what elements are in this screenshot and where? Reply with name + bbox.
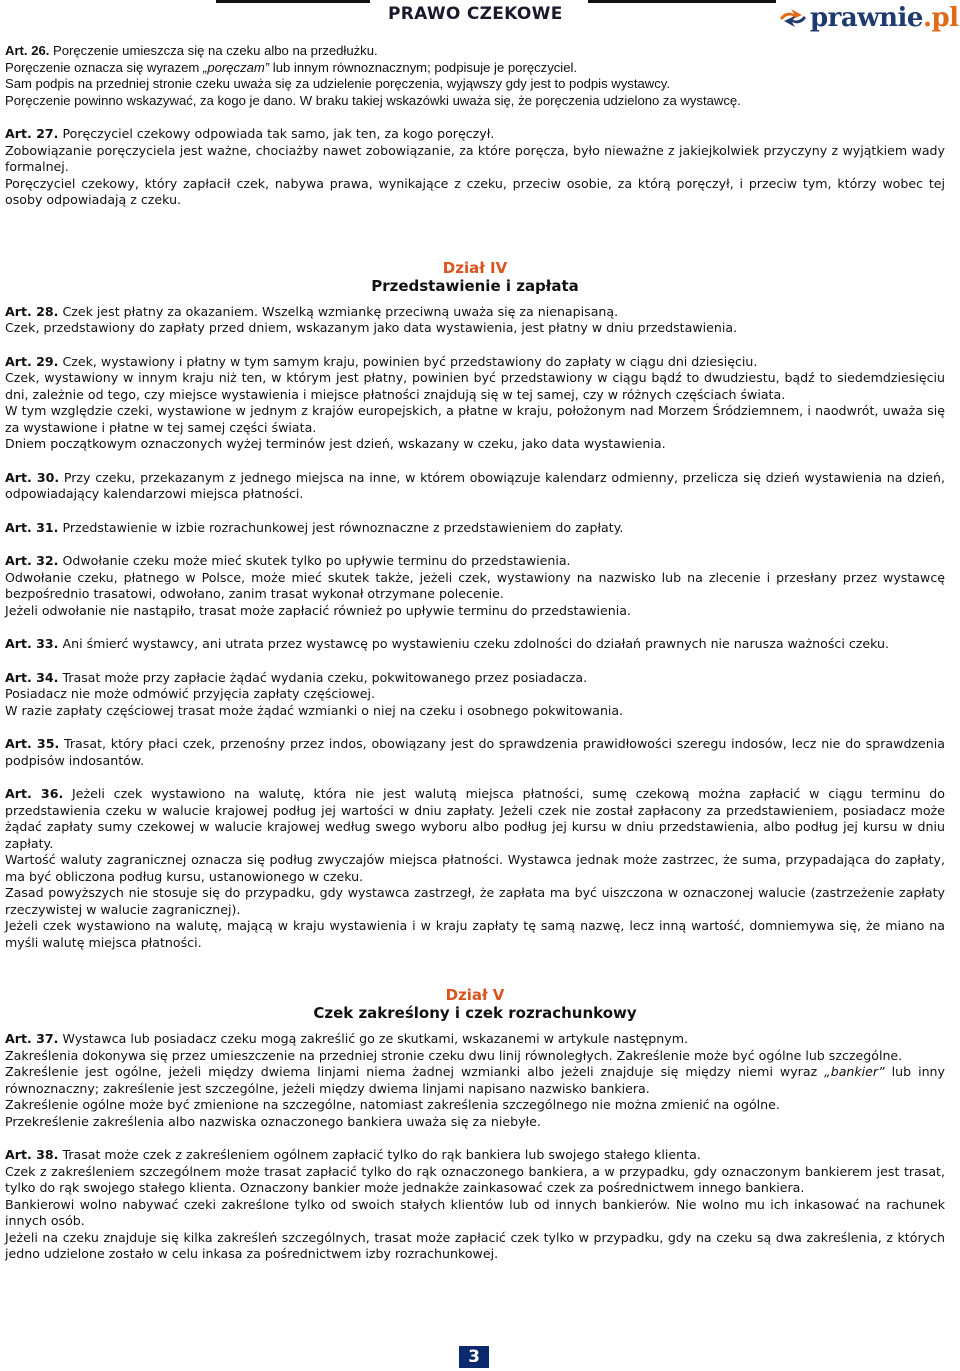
article-text: Odwołanie czeku może mieć skutek tylko po upływie terminu do przedstawienia. [58, 553, 571, 568]
prawnie-logo[interactable] [778, 2, 959, 34]
article-text: Poręczenie umieszcza się na czeku albo na przedłużku. [49, 43, 378, 58]
article-text: Poręczyciel czekowy odpowiada tak samo, jak ten, za kogo poręczył. [58, 126, 495, 141]
article-text: Czek jest płatny za okazaniem. Wszelką wzmiankę przeciwną uważa się za nienapisaną. [58, 303, 619, 319]
article-label: Art. 36. [5, 786, 64, 801]
section-title: Przedstawienie i zapłata [371, 276, 579, 295]
article-text: Trasat może przy zapłacie żądać wydania czeku, pokwitowanego przez posiadacza. [58, 669, 588, 685]
article-37 [5, 1031, 945, 1130]
article-text: Posiadacz nie może odmówić przyjęcia zapłaty częściowej. [5, 686, 376, 701]
article-text: Jeżeli na czeku znajduje się kilka zakreśleń szczególnych, trasat może zapłacić czek tylko w przypadku, gdy na czeku są dwa zakreślenia, z których jedno udzielone zostało w celu inkasa za pośrednictwem izby rozrachunkowej. [5, 1229, 945, 1261]
article-text: Zakreślenie jest ogólne, jeżeli między dwiema linjami niema żadnej wzmianki albo jeżeli znajduje się między niemi wyraz [5, 1064, 825, 1079]
header-rule-right [588, 0, 776, 3]
article-text: Bankierowi wolno nabywać czeki zakreślone tylko od swoich stałych klientów lub od innych bankierów. Nie wolno mu ich inkasować na rachunek innych osób. [5, 1196, 945, 1228]
article-label: Art. 30. [5, 469, 60, 485]
article-label: Art. 34. [5, 669, 59, 685]
article-text: lub innym równoznacznym; podpisuje je poręczyciel. [269, 59, 578, 75]
article-35 [5, 736, 945, 769]
article-label: Art. 27. [5, 126, 59, 141]
section-title: Czek zakreślony i czek rozrachunkowy [313, 1004, 637, 1022]
article-28 [5, 304, 945, 337]
article-label: Art. 37. [5, 1031, 59, 1046]
article-text: Poręczenie powinno wskazywać, za kogo je dano. W braku takiej wskazówki uważa się, że poręczenia udzielono za wystawcę. [5, 92, 741, 108]
article-text: lub inny równoznaczny; zakreślenie jest szczególne, jeżeli między dwiema linjami napisano nazwisko bankiera. [5, 1064, 945, 1096]
section-number: Dział V [445, 986, 505, 1004]
article-text: Przy czeku, przekazanym z jednego miejsca na inne, w którem obowiązuje kalendarz odmienny, przelicza się dzień wystawienia na dzień, odpowiadający kalendarzowi miejsca płatności. [5, 469, 945, 501]
article-label: Art. 32. [5, 553, 59, 568]
article-label: Art. 38. [5, 1147, 59, 1162]
article-quote: „poręczam” [202, 59, 270, 75]
article-text: Wystawca lub posiadacz czeku mogą zakreślić go ze skutkami, wskazanemi w artykule następnym. [58, 1031, 689, 1046]
article-quote: „bankier” [824, 1064, 885, 1079]
article-label: Art. 26. [5, 43, 50, 58]
header-rule-left [216, 0, 370, 3]
article-text: Jeżeli czek wystawiono na walutę, mającą w kraju wystawienia i w kraju zapłaty tę samą nazwę, lecz inną wartość, domniemywa się, że miano na myśli walutę miejsca płatności. [5, 918, 945, 950]
article-text: Zakreślenie ogólne może być zmienione na szczególne, natomiast zakreślenia szczególnego nie można zmienić na ogólne. [5, 1097, 780, 1112]
article-text: Przedstawienie w izbie rozrachunkowej jest równoznaczne z przedstawieniem do zapłaty. [58, 519, 624, 535]
article-text: Wartość waluty zagranicznej oznacza się podług zwyczajów miejsca płatności. Wystawca jednak może zastrzec, że suma, przypadająca do zapłaty, ma być obliczona podług kursu, ustanowionego w czeku. [5, 852, 945, 884]
article-label: Art. 31. [5, 519, 59, 535]
article-text: Sam podpis na przedniej stronie czeku uważa się za udzielenie poręczenia, wyjąwszy gdy jest to podpis wystawcy. [5, 76, 670, 91]
article-label: Art. 35. [5, 736, 60, 751]
logo-wordmark: prawnie.pl [810, 3, 959, 33]
article-34 [5, 670, 945, 720]
logo-arrows-icon [778, 6, 808, 30]
article-text: Czek, wystawiony w innym kraju niż ten, w którym jest płatny, powinien być przedstawiony w ciągu bądź to dwudziestu, bądź to siedemdziesięciu dni, zależnie od tego, czy miejsce wystawienia i miejsce płatności znajdują się w tej samej, czy w różnych częściach świata. [5, 370, 945, 402]
article-text: Trasat, który płaci czek, przenośny przez indos, obowiązany jest do sprawdzenia prawidłowości szeregu indosów, lecz nie do sprawdzenia podpisów indosantów. [5, 736, 945, 768]
article-text: Zasad powyższych nie stosuje się do przypadku, gdy wystawca zastrzegł, że zapłata ma być uiszczona w oznaczonej walucie (zastrzeżenie zapłaty rzeczywistej w walucie zagranicznej). [5, 885, 945, 917]
article-text: Odwołanie czeku, płatnego w Polsce, może mieć skutek także, jeżeli czek, wystawiony na nazwisko lub na zlecenie i przesłany przez wystawcę bezpośrednio trasatowi, odwołano, zanim trasat wykonał otrzymane polecenie. [5, 569, 945, 601]
article-text: W tym względzie czeki, wystawione w jednym z krajów europejskich, a płatne w kraju, położonym nad Morzem Śródziemnem, i naodwrót, uważa się za wystawione i płatne w tej samej części świata. [5, 403, 945, 435]
article-text: Przekreślenie zakreślenia albo nazwiska oznaczonego bankiera uważa się za niebyłe. [5, 1113, 541, 1129]
article-text: Zakreślenia dokonywa się przez umieszczenie na przedniej stronie czeku dwu linij równoległych. Zakreślenie może być ogólne lub szczególne. [5, 1047, 903, 1063]
article-31 [5, 520, 945, 537]
article-text: Jeżeli czek wystawiono na walutę, która nie jest walutą miejsca płatności, sumę czekową można zapłacić w ciągu terminu do przedstawienia czeku w walucie krajowej podług jej wartości w dniu zapłaty. Jeżeli czek nie został zapłacony za przedstawieniem, posiadacz może żądać zapłaty sumy czekowej w walucie krajowej według swego wyboru albo podług jej kursu w dniu przedstawienia, albo podług jej kursu w dniu zapłaty. [5, 786, 945, 851]
article-text: Poręczenie oznacza się wyrazem [5, 59, 203, 75]
page-header-title: PRAWO CZEKOWE [388, 4, 563, 24]
document-body [5, 43, 945, 1263]
article-text: Poręczyciel czekowy, który zapłacił czek, nabywa prawa, wynikające z czeku, przeciw osobie, za którą poręczył, i przeciw tym, którzy wobec tej osoby odpowiadają z czeku. [5, 175, 945, 207]
article-26 [5, 43, 945, 109]
article-label: Art. 33. [5, 636, 59, 651]
article-label: Art. 28. [5, 303, 59, 319]
article-text: Jeżeli odwołanie nie nastąpiło, trasat może zapłacić również po upływie terminu do przedstawienia. [5, 602, 631, 618]
article-text: Zobowiązanie poręczyciela jest ważne, chociażby nawet zobowiązanie, za które poręcza, było nieważne z jakiejkolwiek przyczyny z wyjątkiem wady formalnej. [5, 142, 945, 174]
article-text: Trasat może czek z zakreśleniem ogólnem zapłacić tylko do rąk bankiera lub swojego stałego klienta. [58, 1147, 701, 1162]
article-text: Czek z zakreśleniem szczególnem może trasat zapłacić tylko do rąk oznaczonego bankiera, a w przypadku, gdy oznaczonym bankierem jest trasat, tylko do rąk swojego stałego klienta. Oznaczony bankier może jednakże zainkasować czek za pośrednictwem innego bankiera. [5, 1163, 945, 1195]
article-27 [5, 126, 945, 209]
article-label: Art. 29. [5, 353, 59, 369]
article-text: W razie zapłaty częściowej trasat może żądać wzmianki o niej na czeku i osobnego pokwitowania. [5, 702, 624, 718]
article-36 [5, 786, 945, 951]
article-text: Czek, wystawiony i płatny w tym samym kraju, powinien być przedstawiony do zapłaty w ciągu dni dziesięciu. [58, 353, 758, 369]
article-text: Dniem początkowym oznaczonych wyżej terminów jest dzień, wskazany w czeku, jako data wystawienia. [5, 436, 666, 451]
article-33 [5, 636, 945, 653]
article-30 [5, 470, 945, 503]
section-number: Dział IV [442, 258, 508, 277]
article-38 [5, 1147, 945, 1263]
article-29 [5, 354, 945, 453]
article-32 [5, 553, 945, 619]
article-text: Czek, przedstawiony do zapłaty przed dniem, wskazanym jako data wystawienia, jest płatny w dniu przedstawienia. [5, 320, 738, 335]
article-text: Ani śmierć wystawcy, ani utrata przez wystawcę po wystawieniu czeku zdolności do działań prawnych nie narusza ważności czeku. [58, 636, 890, 651]
page-number: 3 [459, 1346, 489, 1368]
